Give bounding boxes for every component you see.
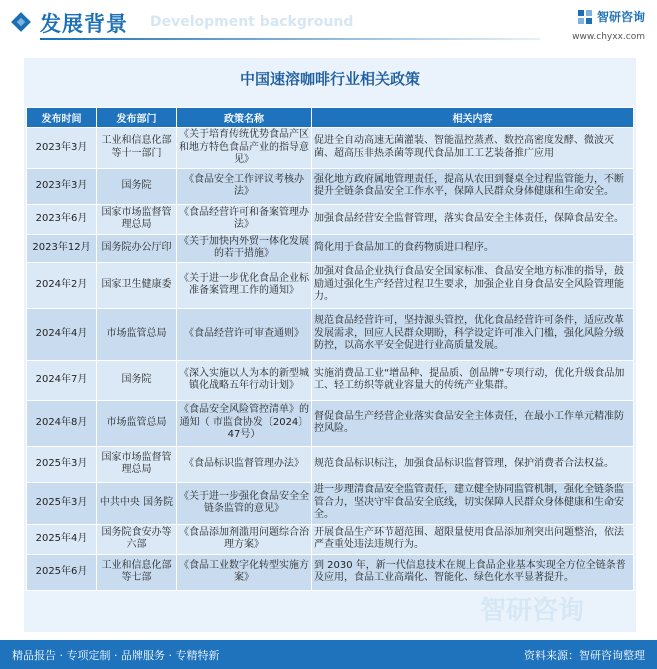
cell-policy-name: 《关于进一步优化食品企业标准备案管理工作的通知》 bbox=[177, 262, 312, 308]
table-row bbox=[27, 400, 634, 446]
cell-policy-name: 《深入实施以人为本的新型城镇化战略五年行动计划》 bbox=[177, 360, 312, 400]
cell-policy-name: 《关于加快内外贸一体化发展的若干措施》 bbox=[177, 234, 312, 262]
column-header-name: 政策名称 bbox=[177, 108, 312, 128]
cell-date: 2023年6月 bbox=[27, 204, 97, 234]
section-title-ghost: Development background bbox=[150, 14, 354, 30]
cell-policy-name: 《食品经营许可审查通则》 bbox=[177, 308, 312, 360]
cell-content: 简化用于食品加工的食药物质进口程序。 bbox=[312, 234, 634, 262]
cell-date: 2024年7月 bbox=[27, 360, 97, 400]
cell-content: 规范食品标识标注，加强食品标识监督管理，保护消费者合法权益。 bbox=[312, 446, 634, 482]
cell-content: 督促食品生产经营企业落实食品安全主体责任，在最小工作单元精准防控风险。 bbox=[312, 400, 634, 446]
cell-content: 实施消费品工业“增品种、提品质、创品牌”专项行动，优化升级食品加工、轻工纺织等就业容量大的传统产业集群。 bbox=[312, 360, 634, 400]
cell-date: 2025年6月 bbox=[27, 554, 97, 590]
cell-dept: 国务院食安办等六部 bbox=[97, 524, 177, 554]
cell-policy-name: 《食品添加剂滥用问题综合治理方案》 bbox=[177, 524, 312, 554]
cell-date: 2025年4月 bbox=[27, 524, 97, 554]
table-row bbox=[27, 168, 634, 204]
footer-services: 精品报告 · 专项定制 · 品牌服务 · 专精特新 bbox=[12, 649, 220, 662]
cell-date: 2023年12月 bbox=[27, 234, 97, 262]
brand-name: 智研咨询 bbox=[596, 10, 645, 24]
cell-policy-name: 《食品标识监督管理办法》 bbox=[177, 446, 312, 482]
cell-policy-name: 《食品经营许可和备案管理办法》 bbox=[177, 204, 312, 234]
cell-dept: 中共中央 国务院 bbox=[97, 482, 177, 524]
cell-dept: 国家卫生健康委 bbox=[97, 262, 177, 308]
cell-dept: 市场监管总局 bbox=[97, 308, 177, 360]
cell-policy-name: 《关于培育传统优势食品产区和地方特色食品产业的指导意见》 bbox=[177, 128, 312, 169]
cell-dept: 国家市场监督管理总局 bbox=[97, 446, 177, 482]
cell-content: 强化地方政府属地管理责任，提高从农田到餐桌全过程监管能力，不断提升全链条食品安全工作水平，保障人民群众身体健康和生命安全。 bbox=[312, 168, 634, 204]
cell-date: 2024年2月 bbox=[27, 262, 97, 308]
table-row bbox=[27, 554, 634, 590]
header-underline bbox=[40, 38, 540, 40]
table-row bbox=[27, 262, 634, 308]
diamond-icon bbox=[10, 11, 32, 33]
brand-icon bbox=[577, 9, 593, 25]
table-row bbox=[27, 234, 634, 262]
cell-date: 2023年3月 bbox=[27, 168, 97, 204]
cell-content: 加强对食品企业执行食品安全国家标准、食品安全地方标准的指导，鼓励通过强化生产经营过程卫生要求，加强企业自身食品安全风险管理能力。 bbox=[312, 262, 634, 308]
table-row bbox=[27, 128, 634, 169]
cell-policy-name: 《食品安全工作评议考核办法》 bbox=[177, 168, 312, 204]
page-footer bbox=[0, 640, 657, 669]
policy-table bbox=[26, 107, 634, 591]
table-row bbox=[27, 360, 634, 400]
cell-content: 到 2030 年，新一代信息技术在规上食品企业基本实现全方位全链条普及应用，食品工业高端化、智能化、绿色化水平显著提升。 bbox=[312, 554, 634, 590]
table-row bbox=[27, 482, 634, 524]
watermark-text: 智研咨询 bbox=[480, 596, 585, 626]
cell-dept: 国务院 bbox=[97, 360, 177, 400]
cell-content: 加强食品经营安全监督管理，落实食品安全主体责任，保障食品安全。 bbox=[312, 204, 634, 234]
cell-dept: 国家市场监督管理总局 bbox=[97, 204, 177, 234]
column-header-date: 发布时间 bbox=[27, 108, 97, 128]
brand-url: www.chyxx.com bbox=[572, 32, 645, 42]
cell-dept: 国务院 bbox=[97, 168, 177, 204]
column-header-content: 相关内容 bbox=[312, 108, 634, 128]
cell-content: 促进全自动高速无菌灌装、智能温控蒸煮、数控高密度发酵、微波灭菌、超高压非热杀菌等现代食品加工工艺装备推广应用 bbox=[312, 128, 634, 169]
cell-date: 2023年3月 bbox=[27, 128, 97, 169]
table-title: 中国速溶咖啡行业相关政策 bbox=[239, 70, 420, 88]
cell-date: 2024年8月 bbox=[27, 400, 97, 446]
cell-content: 开展食品生产环节超范围、超限量使用食品添加剂突出问题整治，依法严查重处违法违规行为。 bbox=[312, 524, 634, 554]
cell-dept: 市场监管总局 bbox=[97, 400, 177, 446]
cell-date: 2025年3月 bbox=[27, 446, 97, 482]
cell-policy-name: 《关于进一步强化食品安全全链条监管的意见》 bbox=[177, 482, 312, 524]
cell-dept: 工业和信息化部等十一部门 bbox=[97, 128, 177, 169]
column-header-dept: 发布部门 bbox=[97, 108, 177, 128]
cell-policy-name: 《食品安全风险管控清单》的通知（ 市监食协发〔2024〕47号） bbox=[177, 400, 312, 446]
brand-logo bbox=[577, 8, 645, 25]
cell-content: 规范食品经营许可，坚持源头管控，优化食品经营许可条件，适应改革发展需求，回应人民群众期盼，科学设定许可准入门槛，强化风险分级防控，以高水平安全促进行业高质量发展。 bbox=[312, 308, 634, 360]
cell-content: 进一步理清食品安全监管责任，建立健全协同监管机制，强化全链条监管合力，坚决守牢食品安全底线，切实保障人民群众身体健康和生命安全。 bbox=[312, 482, 634, 524]
table-row bbox=[27, 204, 634, 234]
table-row bbox=[27, 446, 634, 482]
table-header-row bbox=[27, 108, 634, 128]
cell-date: 2024年4月 bbox=[27, 308, 97, 360]
cell-dept: 国务院办公厅印 bbox=[97, 234, 177, 262]
cell-policy-name: 《食品工业数字化转型实施方案》 bbox=[177, 554, 312, 590]
table-row bbox=[27, 524, 634, 554]
source-label: 资料来源：智研咨询整理 bbox=[524, 649, 645, 662]
section-title: 发展背景 bbox=[40, 12, 128, 36]
table-row bbox=[27, 308, 634, 360]
footer-source bbox=[524, 647, 645, 663]
cell-dept: 工业和信息化部等七部 bbox=[97, 554, 177, 590]
cell-date: 2025年3月 bbox=[27, 482, 97, 524]
page-header bbox=[0, 0, 657, 50]
